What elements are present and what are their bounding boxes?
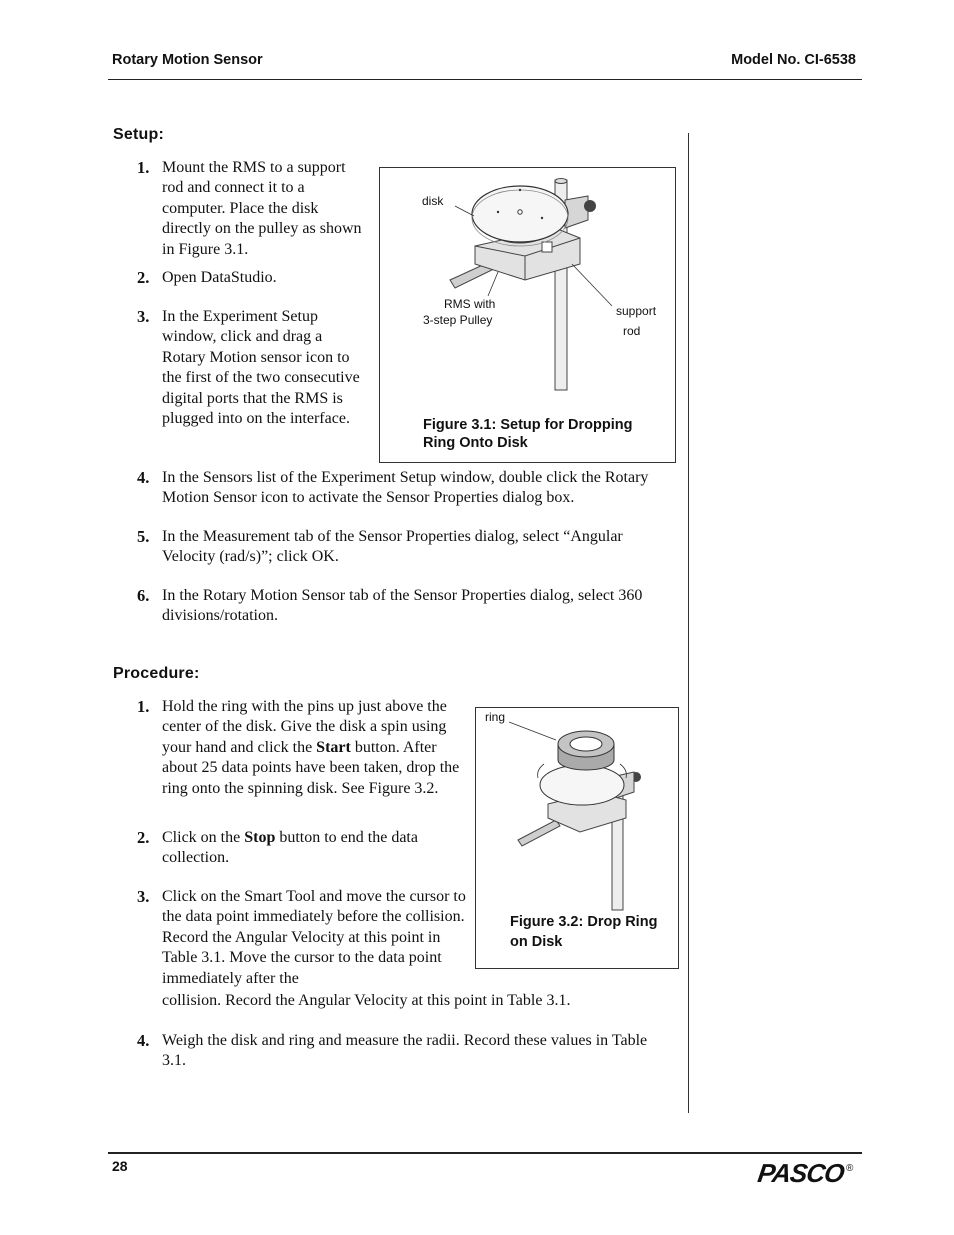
page-number: 28: [112, 1158, 128, 1174]
figure-label-support-line2: rod: [623, 324, 641, 338]
step-text: In the Rotary Motion Sensor tab of the Sensor Properties dialog, select 360 divisions/rotation.: [162, 587, 643, 625]
figure-3-1-caption-line1: Figure 3.1: Setup for Dropping: [423, 417, 633, 433]
step-number: 5.: [137, 527, 150, 546]
start-button-reference: Start: [316, 738, 351, 756]
step-text-part: button. After about 25 data points have been taken, drop the ring onto the spinning disk. See Figure 3.2.: [162, 738, 460, 797]
pasco-logo: PASCO: [755, 1158, 846, 1188]
step-number: 2.: [137, 268, 150, 287]
figure-label-support-line1: support: [616, 304, 657, 318]
step-text-part: Click on the: [162, 829, 245, 846]
step-text-part: Hold the ring with the pins up just above the center of the disk. Give the disk a spin using your hand and click the: [162, 698, 447, 756]
step-text: Weigh the disk and ring and measure the radii. Record these values in Table 3.1.: [162, 1032, 648, 1070]
figure-label-disk: disk: [422, 194, 444, 208]
figure-3-1-caption-line2: Ring Onto Disk: [423, 435, 528, 451]
step-number: 2.: [137, 828, 150, 847]
procedure-title: Procedure:: [113, 665, 200, 682]
procedure-step-2: [137, 828, 467, 872]
step-text-a: Click on the Smart Tool and move the cursor to the data point immediately before the collision. Record the Angular Velocity at this point in Table 3.1. Move the cursor to the data point immediately after the: [162, 888, 466, 987]
figure-3-2-caption-line2: on Disk: [510, 934, 563, 950]
setup-step-6: [137, 586, 672, 630]
step-number: 4.: [137, 468, 150, 487]
setup-step-4: [137, 468, 672, 512]
procedure-step-1: [137, 697, 467, 821]
step-text-b: collision. Record the Angular Velocity at this point in Table 3.1.: [162, 992, 571, 1009]
setup-step-3: [137, 307, 369, 453]
procedure-step-4: [137, 1031, 672, 1075]
running-header-model: Model No. CI-6538: [731, 52, 856, 68]
setup-step-1: [137, 158, 367, 262]
running-header-title: Rotary Motion Sensor: [112, 52, 263, 68]
setup-step-5: [137, 527, 672, 571]
footer-rule: [108, 1152, 862, 1154]
setup-step-2: [137, 268, 367, 290]
step-text: Mount the RMS to a support rod and connect it to a computer. Place the disk directly on the pulley as shown in Figure 3.1.: [162, 159, 362, 258]
step-text: [162, 697, 467, 799]
figure-label-rms-line1: RMS with: [444, 297, 496, 311]
stop-button-reference: Stop: [244, 829, 276, 846]
step-number: 1.: [137, 697, 150, 716]
figure-label-rms-line2: 3-step Pulley: [423, 313, 493, 327]
registered-mark: ®: [846, 1163, 854, 1174]
step-number: 3.: [137, 887, 150, 906]
step-text: Open DataStudio.: [162, 269, 277, 286]
step-text: In the Sensors list of the Experiment Setup window, double click the Rotary Motion Sensor icon to activate the Sensor Properties dialog box.: [162, 469, 649, 507]
step-number: 3.: [137, 307, 150, 326]
step-text: In the Measurement tab of the Sensor Properties dialog, select “Angular Velocity (rad/s)”; click OK.: [162, 528, 623, 566]
figure-3-2: [475, 707, 679, 969]
step-number: 4.: [137, 1031, 150, 1050]
setup-title: Setup:: [113, 126, 164, 143]
margin-rule: [688, 133, 689, 1113]
figure-3-1: [379, 167, 676, 463]
step-number: 6.: [137, 586, 150, 605]
step-text: In the Experiment Setup window, click and drag a Rotary Motion sensor icon to the first of the two consecutive digital ports that the RMS is plugged into on the interface.: [162, 308, 360, 428]
header-rule: [108, 79, 862, 80]
figure-3-2-caption-line1: Figure 3.2: Drop Ring: [510, 914, 658, 930]
step-number: 1.: [137, 158, 150, 177]
figure-label-ring: ring: [485, 710, 506, 724]
step-text-part: button to end the data collection.: [162, 829, 418, 867]
step-text: [162, 828, 452, 869]
